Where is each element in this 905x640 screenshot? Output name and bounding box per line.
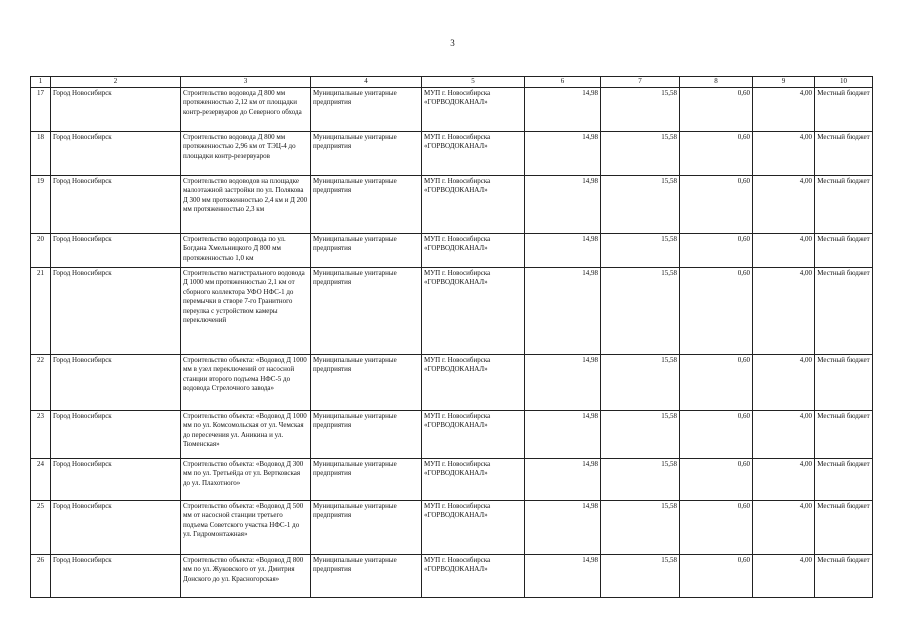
value-col8-cell: 0,60 <box>680 87 753 131</box>
table-row <box>31 233 873 267</box>
table-row <box>31 458 873 500</box>
municipality-cell: Город Новосибирск <box>51 267 181 354</box>
table-row <box>31 500 873 554</box>
municipality-cell: Город Новосибирск <box>51 87 181 131</box>
funding-source-cell: Местный бюджет <box>815 554 873 597</box>
project-description-cell: Строительство объекта: «Водовод Д 300 мм по ул. Третьейда от ул. Вертковская до ул. Плахотного» <box>181 458 311 500</box>
row-number: 22 <box>31 354 51 410</box>
col-header-7: 7 <box>601 77 680 88</box>
organization-type-cell: Муниципальные унитарные предприятия <box>311 267 422 354</box>
organization-cell: МУП г. Новосибирска «ГОРВОДОКАНАЛ» <box>422 458 525 500</box>
value-col7-cell: 15,58 <box>601 175 680 233</box>
project-description-cell: Строительство водовода Д 800 мм протяженностью 2,96 км от ТЭЦ-4 до площадки контр-резервуаров <box>181 131 311 175</box>
value-col7-cell: 15,58 <box>601 87 680 131</box>
organization-cell: МУП г. Новосибирска «ГОРВОДОКАНАЛ» <box>422 354 525 410</box>
value-col9-cell: 4,00 <box>753 131 815 175</box>
value-col6-cell: 14,98 <box>525 175 601 233</box>
value-col7-cell: 15,58 <box>601 410 680 458</box>
value-col7-cell: 15,58 <box>601 554 680 597</box>
municipality-cell: Город Новосибирск <box>51 175 181 233</box>
row-number: 25 <box>31 500 51 554</box>
value-col9-cell: 4,00 <box>753 410 815 458</box>
value-col9-cell: 4,00 <box>753 554 815 597</box>
column-number-row <box>31 77 873 88</box>
organization-cell: МУП г. Новосибирска «ГОРВОДОКАНАЛ» <box>422 131 525 175</box>
value-col8-cell: 0,60 <box>680 131 753 175</box>
organization-cell: МУП г. Новосибирска «ГОРВОДОКАНАЛ» <box>422 410 525 458</box>
value-col7-cell: 15,58 <box>601 458 680 500</box>
organization-type-cell: Муниципальные унитарные предприятия <box>311 233 422 267</box>
municipality-cell: Город Новосибирск <box>51 554 181 597</box>
funding-source-cell: Местный бюджет <box>815 410 873 458</box>
value-col9-cell: 4,00 <box>753 354 815 410</box>
col-header-8: 8 <box>680 77 753 88</box>
organization-cell: МУП г. Новосибирска «ГОРВОДОКАНАЛ» <box>422 500 525 554</box>
value-col7-cell: 15,58 <box>601 267 680 354</box>
investment-table <box>30 76 873 598</box>
organization-type-cell: Муниципальные унитарные предприятия <box>311 500 422 554</box>
value-col9-cell: 4,00 <box>753 458 815 500</box>
row-number: 17 <box>31 87 51 131</box>
value-col8-cell: 0,60 <box>680 233 753 267</box>
municipality-cell: Город Новосибирск <box>51 410 181 458</box>
value-col6-cell: 14,98 <box>525 233 601 267</box>
value-col6-cell: 14,98 <box>525 554 601 597</box>
project-description-cell: Строительство объекта: «Водовод Д 800 мм по ул. Жуковского от ул. Дмитрия Донского до ул. Красногорская» <box>181 554 311 597</box>
value-col9-cell: 4,00 <box>753 233 815 267</box>
municipality-cell: Город Новосибирск <box>51 131 181 175</box>
table-row <box>31 175 873 233</box>
organization-type-cell: Муниципальные унитарные предприятия <box>311 131 422 175</box>
organization-cell: МУП г. Новосибирска «ГОРВОДОКАНАЛ» <box>422 87 525 131</box>
value-col8-cell: 0,60 <box>680 175 753 233</box>
table-row <box>31 267 873 354</box>
value-col8-cell: 0,60 <box>680 458 753 500</box>
row-number: 24 <box>31 458 51 500</box>
row-number: 20 <box>31 233 51 267</box>
page-number: 3 <box>450 38 455 48</box>
project-description-cell: Строительство объекта: «Водовод Д 500 мм от насосной станции третьего подъема Советского участка НФС-1 до ул. Гидромонтажная» <box>181 500 311 554</box>
row-number: 19 <box>31 175 51 233</box>
project-description-cell: Строительство объекта: «Водовод Д 1000 мм в узел переключений от насосной станции второго подъема НФС-5 до водовода Стрелочного завода» <box>181 354 311 410</box>
col-header-5: 5 <box>422 77 525 88</box>
value-col6-cell: 14,98 <box>525 131 601 175</box>
municipality-cell: Город Новосибирск <box>51 500 181 554</box>
organization-cell: МУП г. Новосибирска «ГОРВОДОКАНАЛ» <box>422 554 525 597</box>
project-description-cell: Строительство водовода Д 800 мм протяженностью 2,12 км от площадки контр-резервуаров до Северного обхода <box>181 87 311 131</box>
value-col6-cell: 14,98 <box>525 354 601 410</box>
municipality-cell: Город Новосибирск <box>51 233 181 267</box>
value-col7-cell: 15,58 <box>601 500 680 554</box>
table-row <box>31 131 873 175</box>
funding-source-cell: Местный бюджет <box>815 500 873 554</box>
value-col7-cell: 15,58 <box>601 354 680 410</box>
value-col8-cell: 0,60 <box>680 554 753 597</box>
funding-source-cell: Местный бюджет <box>815 458 873 500</box>
value-col9-cell: 4,00 <box>753 500 815 554</box>
organization-cell: МУП г. Новосибирска «ГОРВОДОКАНАЛ» <box>422 233 525 267</box>
funding-source-cell: Местный бюджет <box>815 354 873 410</box>
table-row <box>31 554 873 597</box>
organization-type-cell: Муниципальные унитарные предприятия <box>311 410 422 458</box>
municipality-cell: Город Новосибирск <box>51 354 181 410</box>
row-number: 18 <box>31 131 51 175</box>
value-col7-cell: 15,58 <box>601 233 680 267</box>
municipality-cell: Город Новосибирск <box>51 458 181 500</box>
funding-source-cell: Местный бюджет <box>815 131 873 175</box>
organization-cell: МУП г. Новосибирска «ГОРВОДОКАНАЛ» <box>422 267 525 354</box>
table-row <box>31 87 873 131</box>
funding-source-cell: Местный бюджет <box>815 233 873 267</box>
row-number: 26 <box>31 554 51 597</box>
table-row <box>31 354 873 410</box>
value-col9-cell: 4,00 <box>753 175 815 233</box>
funding-source-cell: Местный бюджет <box>815 267 873 354</box>
col-header-2: 2 <box>51 77 181 88</box>
value-col6-cell: 14,98 <box>525 87 601 131</box>
value-col8-cell: 0,60 <box>680 354 753 410</box>
col-header-10: 10 <box>815 77 873 88</box>
project-description-cell: Строительство магистрального водовода Д 1000 мм протяженностью 2,1 км от сборного коллектора УФО НФС-1 до перемычки в створе 7-го Гранитного переулка с устройством камеры переключений <box>181 267 311 354</box>
value-col6-cell: 14,98 <box>525 267 601 354</box>
value-col8-cell: 0,60 <box>680 267 753 354</box>
project-description-cell: Строительство объекта: «Водовод Д 1000 мм по ул. Комсомольская от ул. Чемская до пересечения ул. Аникина и ул. Тюменская» <box>181 410 311 458</box>
organization-cell: МУП г. Новосибирска «ГОРВОДОКАНАЛ» <box>422 175 525 233</box>
organization-type-cell: Муниципальные унитарные предприятия <box>311 354 422 410</box>
organization-type-cell: Муниципальные унитарные предприятия <box>311 458 422 500</box>
row-number: 21 <box>31 267 51 354</box>
value-col6-cell: 14,98 <box>525 410 601 458</box>
project-description-cell: Строительство водопровода по ул. Богдана Хмельницкого Д 800 мм протяженностью 1,0 км <box>181 233 311 267</box>
value-col9-cell: 4,00 <box>753 87 815 131</box>
organization-type-cell: Муниципальные унитарные предприятия <box>311 175 422 233</box>
funding-source-cell: Местный бюджет <box>815 87 873 131</box>
value-col9-cell: 4,00 <box>753 267 815 354</box>
project-description-cell: Строительство водоводов на площадке малоэтажной застройки по ул. Полякова Д 300 мм протяженностью 2,4 км и Д 200 мм протяженностью 2,3 км <box>181 175 311 233</box>
funding-source-cell: Местный бюджет <box>815 175 873 233</box>
table-row <box>31 410 873 458</box>
col-header-1: 1 <box>31 77 51 88</box>
value-col8-cell: 0,60 <box>680 500 753 554</box>
col-header-6: 6 <box>525 77 601 88</box>
value-col7-cell: 15,58 <box>601 131 680 175</box>
row-number: 23 <box>31 410 51 458</box>
col-header-9: 9 <box>753 77 815 88</box>
organization-type-cell: Муниципальные унитарные предприятия <box>311 554 422 597</box>
value-col6-cell: 14,98 <box>525 500 601 554</box>
value-col6-cell: 14,98 <box>525 458 601 500</box>
organization-type-cell: Муниципальные унитарные предприятия <box>311 87 422 131</box>
col-header-3: 3 <box>181 77 311 88</box>
col-header-4: 4 <box>311 77 422 88</box>
value-col8-cell: 0,60 <box>680 410 753 458</box>
